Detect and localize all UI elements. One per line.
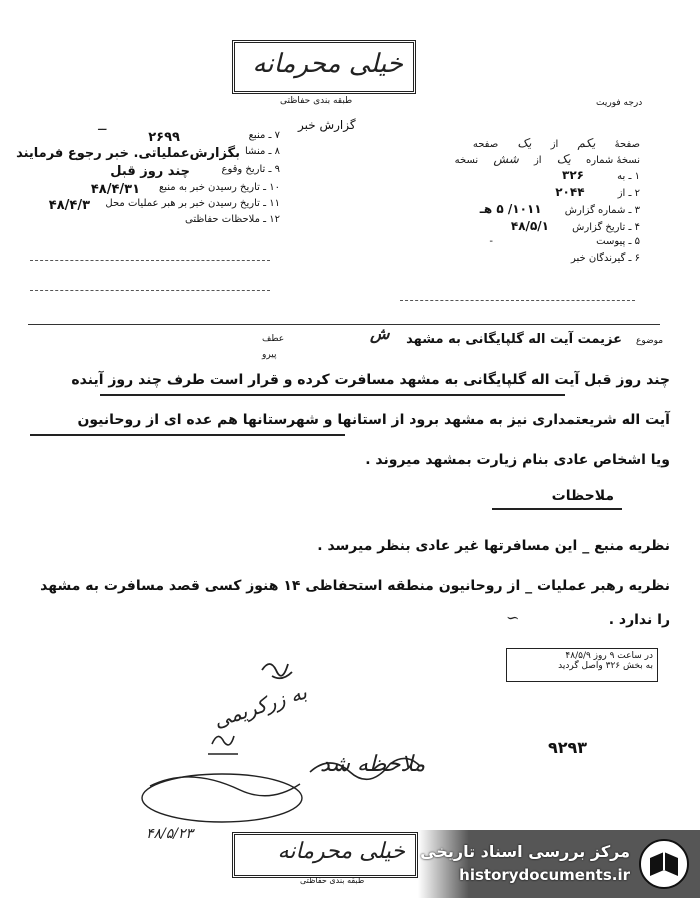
right-fields [400,136,640,270]
page-line: صفحهٔ یکم از یک صفحه [472,136,640,150]
remark-2: نظریه رهبر عملیات _ از روحانیون منطقه استحفاظی ۱۴ هنوز کسی قصد مسافرت به مشهد [40,578,670,594]
field-8: ۸ ـ منشا بگزارش‌عملیاتی. خبر رجوع فرمایند [16,146,280,161]
remark-initials: ∽ [506,608,520,627]
copy-line: نسخهٔ شماره یک از شش نسخه [454,152,640,166]
signature-stroke [150,777,300,796]
small-mark: ــ [98,118,107,134]
remark-1: نظریه منبع _ این مسافرتها غیر عادی بنظر میرسد . [317,538,670,554]
watermark-name: مرکز بررسی اسناد تاریخی [420,842,630,861]
right-item-2: ۲ ـ از ۲۰۴۴ [555,185,640,199]
signature-1: به زرکریمی [210,679,310,733]
remark-3: را ندارد . [608,612,670,628]
document-number: ۹۲۹۳ [548,738,588,757]
left-fields [16,130,280,230]
right-item-6: ۶ ـ گیرندگان خبر [570,253,640,264]
scribble-top [262,664,292,678]
watermark-logo-icon [638,838,690,890]
field-9: ۹ ـ تاریخ وقوع چند روز قبل [110,164,280,179]
classification-label: طبقه بندی حفاظتی [280,96,353,106]
bottom-date: ۴۸/۵/۲۳ [146,826,194,842]
body-line-1: چند روز قبل آیت اله گلپایگانی به مشهد مسافرت کرده و قرار است طرف چند روز آینده [71,372,670,388]
body-line-2: آیت اله شریعتمداری نیز به مشهد برود از استانها و شهرستانها هم عده ای از روحانیون [77,412,670,428]
field-10: ۱۰ ـ تاریخ رسیدن خبر به منبع ۴۸/۴/۳۱ [90,182,280,197]
field-7: ۷ ـ منبع ۲۶۹۹ [148,130,280,145]
header-divider [28,324,660,325]
receipt-line-1: در ساعت ۹ روز ۴۸/۵/۹ [565,651,653,661]
signature-oval [142,774,302,822]
field-12: ۱۲ ـ ملاحظات حفاظتی [185,214,280,225]
watermark [418,830,700,898]
atf-label: عطف [262,334,285,344]
right-item-3: ۳ ـ شماره گزارش ۱۰۱۱/ ۵ هـ [479,202,640,216]
report-title: گزارش خبر [298,118,356,132]
top-classification-stamp [232,40,416,94]
receipt-stamp [506,648,658,682]
subject-label: موضوع [636,336,664,346]
signature-2: ملاحظه شد [320,752,426,777]
right-item-1: ۱ ـ به ۳۲۶ [562,168,640,182]
remarks-underline [492,508,622,510]
watermark-url: historydocuments.ir [459,866,630,884]
subject-value: عزیمت آیت اله گلپایگانی به مشهد [406,332,622,347]
body-underline-2 [30,434,345,436]
right-item-5: ۵ ـ پیوست - [489,236,640,247]
top-stamp-text: خیلی محرمانه [252,49,403,79]
receipt-line-2: به بخش ۳۲۶ واصل گردید [558,661,653,671]
left-dash-1 [30,260,270,261]
degree-label: درجه فوریت [596,98,643,108]
peyro-label: پیرو [262,350,277,360]
subject-mark: ش [370,324,390,343]
bottom-stamp-label: طبقه بندی حفاظتی [300,876,365,885]
scribble-mid-left [208,736,238,754]
field-11: ۱۱ ـ تاریخ رسیدن خبر بر هبر عملیات محل ۴۸/۴/۳ [48,198,280,213]
right-dash [400,300,635,301]
left-dash-2 [30,290,270,291]
bottom-stamp-text: خیلی محرمانه [277,839,405,864]
bottom-classification-stamp [232,832,418,878]
body-underline-1 [100,394,565,396]
body-line-3: ویا اشخاص عادی بنام زیارت بمشهد میروند . [365,452,670,468]
remarks-heading: ملاحظات [551,488,614,504]
right-item-4: ۴ ـ تاریخ گزارش ۴۸/۵/۱ [510,219,640,233]
